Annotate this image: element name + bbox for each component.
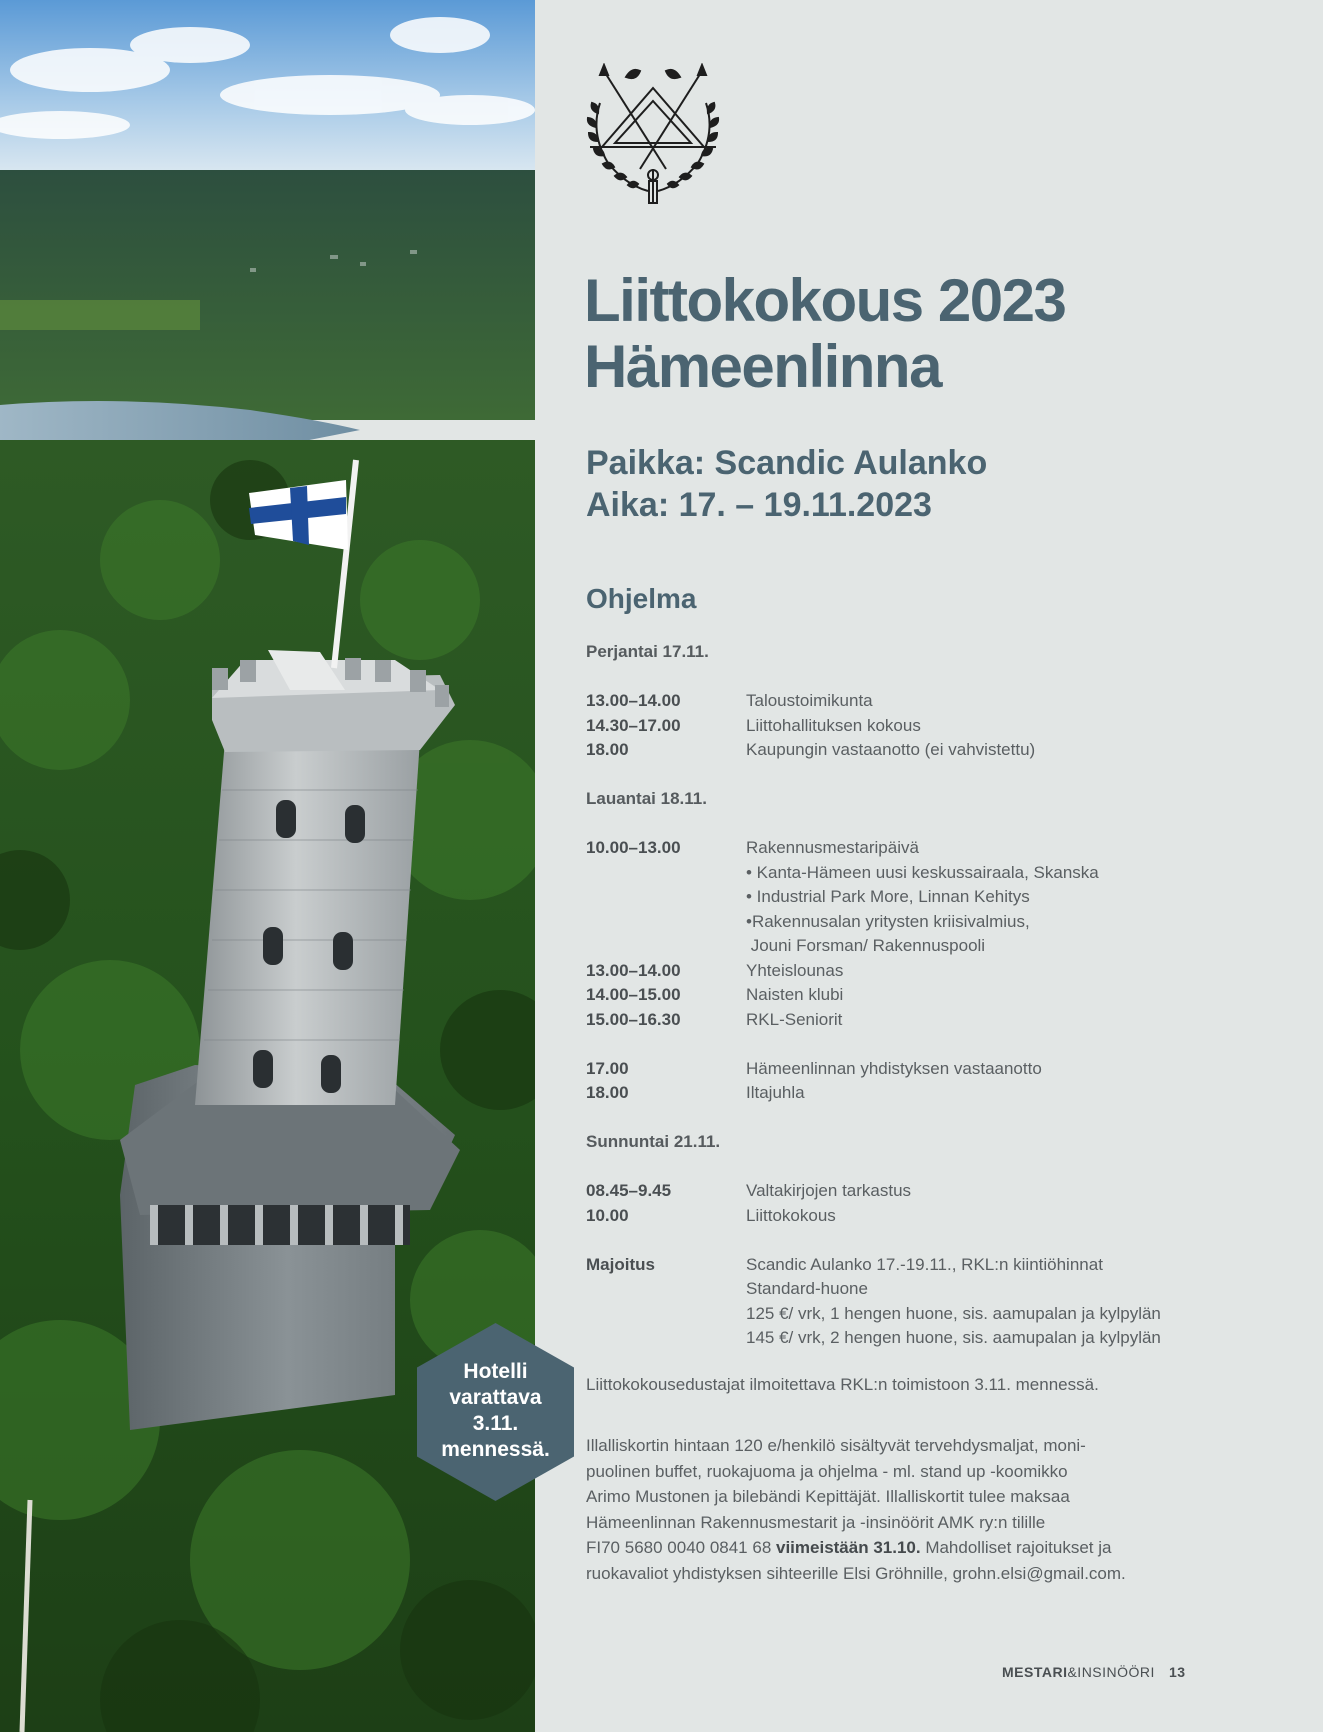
badge-line: 3.11.: [472, 1412, 519, 1435]
schedule-desc: Yhteislounas: [746, 960, 844, 980]
accommodation-line: Scandic Aulanko 17.-19.11., RKL:n kiintiöhinnat: [746, 1254, 1103, 1274]
day-label-saturday: Lauantai 18.11.: [586, 789, 707, 808]
accommodation-row: [586, 1253, 1226, 1278]
badge-line: mennessä.: [441, 1438, 550, 1461]
schedule-time: [586, 910, 746, 935]
schedule-row: [586, 934, 1226, 959]
schedule-row: [586, 861, 1226, 886]
page-footer: [1002, 1664, 1186, 1680]
schedule-time: [586, 885, 746, 910]
schedule-row: [586, 959, 1226, 984]
schedule-row: [586, 1008, 1226, 1033]
event-details: [586, 442, 987, 526]
schedule-desc: Valtakirjojen tarkastus: [746, 1181, 912, 1200]
page-number: 13: [1168, 1664, 1186, 1680]
day-label-sunday: Sunnuntai 21.11.: [586, 1132, 721, 1151]
schedule-time: 17.00: [586, 1058, 629, 1078]
schedule-row: [586, 714, 1226, 739]
schedule-time: 14.00–15.00: [586, 985, 681, 1004]
schedule-row: [586, 836, 1226, 861]
dinner-line: Hämeenlinnan Rakennusmestarit ja -insinöörit AMK ry:n tilille: [586, 1512, 1046, 1532]
title-line-1: Liittokokous 2023: [584, 267, 1066, 334]
schedule-desc: Taloustoimikunta: [746, 691, 873, 710]
schedule-row: [586, 1179, 1226, 1204]
dinner-line: ruokavaliot yhdistyksen sihteerille Elsi Gröhnille, grohn.elsi@gmail.com.: [586, 1563, 1126, 1583]
event-place: Paikka: Scandic Aulanko: [586, 444, 988, 482]
schedule-row: [586, 689, 1226, 714]
rakennusmestari-emblem-icon: [586, 63, 720, 205]
schedule-time: 15.00–16.30: [586, 1009, 681, 1029]
schedule-row: [586, 910, 1226, 935]
schedule-desc: Jouni Forsman/ Rakennuspooli: [746, 936, 986, 955]
schedule-time: 10.00: [586, 1205, 629, 1225]
schedule-desc: • Industrial Park More, Linnan Kehitys: [746, 887, 1030, 906]
schedule-desc: RKL-Seniorit: [746, 1009, 843, 1029]
badge-line: varattava: [449, 1386, 542, 1409]
accommodation-line: 145 €/ vrk, 2 hengen huone, sis. aamupalan ja kylpylän: [746, 1328, 1161, 1347]
schedule-time: 10.00–13.00: [586, 838, 681, 857]
accommodation-row: [586, 1326, 1226, 1351]
schedule-time: [586, 934, 746, 959]
hotel-deadline-badge: [417, 1323, 574, 1501]
title-line-2: Hämeenlinna: [584, 333, 941, 400]
accommodation-label: Majoitus: [586, 1254, 655, 1274]
schedule-time: 18.00: [586, 1083, 629, 1102]
schedule-desc: Naisten klubi: [746, 985, 844, 1004]
schedule-row: [586, 738, 1226, 763]
schedule-time: 14.30–17.00: [586, 715, 681, 735]
accommodation-line: Standard-huone: [746, 1279, 868, 1298]
schedule-row: [586, 1057, 1226, 1082]
schedule-desc: •Rakennusalan yritysten kriisivalmius,: [746, 911, 1030, 931]
accommodation-line: 125 €/ vrk, 1 hengen huone, sis. aamupalan ja kylpylän: [746, 1303, 1161, 1323]
delegates-note: Liittokokousedustajat ilmoitettava RKL:n toimistoon 3.11. mennessä.: [586, 1375, 1099, 1394]
day-label-friday: Perjantai 17.11.: [586, 642, 709, 661]
dinner-line: puolinen buffet, ruokajuoma ja ohjelma - ml. stand up -koomikko: [586, 1461, 1068, 1481]
schedule-desc: Liittokokous: [746, 1205, 836, 1225]
schedule-row: [586, 1081, 1226, 1106]
program-heading: Ohjelma: [586, 583, 697, 614]
schedule-time: 18.00: [586, 740, 629, 759]
schedule-desc: Kaupungin vastaanotto (ei vahvistettu): [746, 740, 1036, 759]
schedule-desc: Rakennusmestaripäivä: [746, 838, 919, 857]
dinner-line-rest: Mahdolliset rajoitukset ja: [920, 1538, 1112, 1557]
schedule-desc: Liittohallituksen kokous: [746, 715, 921, 735]
schedule-row: [586, 1204, 1226, 1229]
dinner-line: [586, 1535, 1246, 1561]
event-time: Aika: 17. – 19.11.2023: [586, 486, 932, 524]
magazine-brand-bold: MESTARI: [1002, 1664, 1068, 1680]
schedule-desc: • Kanta-Hämeen uusi keskussairaala, Skanska: [746, 862, 1099, 882]
accommodation-row: [586, 1302, 1226, 1327]
schedule-row: [586, 885, 1226, 910]
page-title: [584, 268, 1065, 400]
schedule-desc: Hämeenlinnan yhdistyksen vastaanotto: [746, 1058, 1042, 1078]
schedule-time: 13.00–14.00: [586, 691, 681, 710]
schedule-time: 08.45–9.45: [586, 1181, 672, 1200]
schedule-time: [586, 861, 746, 886]
accommodation-row: [586, 1277, 1226, 1302]
bank-account: FI70 5680 0040 0841 68: [586, 1538, 776, 1557]
dinner-line: Illalliskortin hintaan 120 e/henkilö sisältyvät tervehdysmaljat, moni-: [586, 1436, 1086, 1455]
schedule-row: [586, 983, 1226, 1008]
program-schedule: [586, 640, 1226, 1351]
dinner-line: Arimo Mustonen ja bilebändi Kepittäjät. Illalliskortit tulee maksaa: [586, 1487, 1070, 1506]
payment-deadline: viimeistään 31.10.: [776, 1538, 921, 1557]
dinner-note: [586, 1433, 1246, 1586]
badge-line: Hotelli: [463, 1360, 528, 1383]
schedule-time: 13.00–14.00: [586, 960, 681, 980]
magazine-brand-rest: &INSINÖÖRI: [1067, 1664, 1155, 1680]
schedule-desc: Iltajuhla: [746, 1083, 805, 1102]
